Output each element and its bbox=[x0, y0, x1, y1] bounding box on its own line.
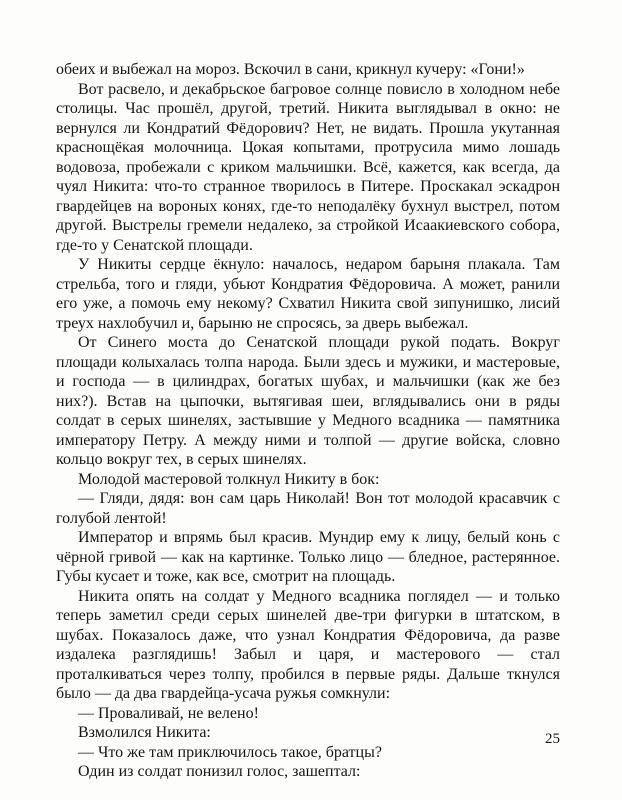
paragraph: От Синего моста до Сенатской площади рукой подать. Вокруг площади колыхалась толпа народа. Были здесь и мужики, и мастеровые, и господа — в цилиндрах, богатых шубах, и мальчишки (как же без них?). Встав на цыпочки, вытягивая шеи, вглядывались они в ряды солдат в серых шинелях, застывшие у Медного всадника — памятника императору Петру. А между ними и толпой — другие войска, словно кольцо вокруг тех, в серых шинелях. bbox=[56, 334, 560, 468]
paragraph: Император и впрямь был красив. Мундир ему к лицу, белый конь с чёрной гривой — как на картинке. Только лицо — бледное, растерянное. Губы кусает и тоже, как все, смотрит на площадь. bbox=[56, 529, 560, 585]
page-body bbox=[56, 60, 560, 782]
dialogue-line: — Гляди, дядя: вон сам царь Николай! Вон тот молодой красавчик с голубой лентой! bbox=[56, 490, 560, 527]
paragraph: Один из солдат понизил голос, зашептал: bbox=[78, 763, 361, 780]
paragraph: Взмолился Никита: bbox=[78, 724, 211, 741]
paragraph: Никита опять на солдат у Медного всадника поглядел — и только теперь заметил среди серых шинелей две-три фигурки в штатском, в шубах. Показалось даже, что узнал Кондратия Фёдоровича, да разве издалека разглядишь! Забыл и царя, и мастерового — стал проталкиваться через толпу, пробился в первые ряды. Дальше ткнулся было — да два гвардейца-усача ружья сомкнули: bbox=[56, 587, 560, 702]
paragraph-continuation: обеих и выбежал на мороз. Вскочил в сани, крикнул кучеру: «Гони!» bbox=[56, 61, 525, 78]
paragraph: У Никиты сердце ёкнуло: началось, недаром барыня плакала. Там стрельба, того и гляди, убьют Кондратия Фёдоровича. А может, ранили его уже, а помочь ему некому? Схватил Никита свой зипунишко, лисий треух нахлобучил и, барыню не спросясь, за дверь выбежал. bbox=[56, 256, 560, 332]
page-number: 25 bbox=[545, 731, 560, 747]
dialogue-line: — Что же там приключилось такое, братцы? bbox=[78, 743, 382, 761]
dialogue-line: — Проваливай, не велено! bbox=[78, 704, 259, 722]
paragraph: Вот расвело, и декабрьское багровое солнце повисло в холодном небе столицы. Час прошёл, другой, третий. Никита выглядывал в окно: не вернулся ли Кондратий Фёдорович? Нет, не видать. Прошла укутанная краснощёкая молочница. Цокая копытами, протрусила мимо лошадь водовоза, пробежали с криком мальчишки. Всё, кажется, как всегда, да чуял Никита: что-то странное творилось в Питере. Проскакал эскадрон гвардейцев на вороных конях, где-то неподалёку бухнул выстрел, потом другой. Выстрелы гремели недалеко, за стройкой Исаакиевского собора, где-то у Сенатской площади. bbox=[56, 80, 560, 254]
paragraph: Молодой мастеровой толкнул Никиту в бок: bbox=[78, 470, 380, 488]
